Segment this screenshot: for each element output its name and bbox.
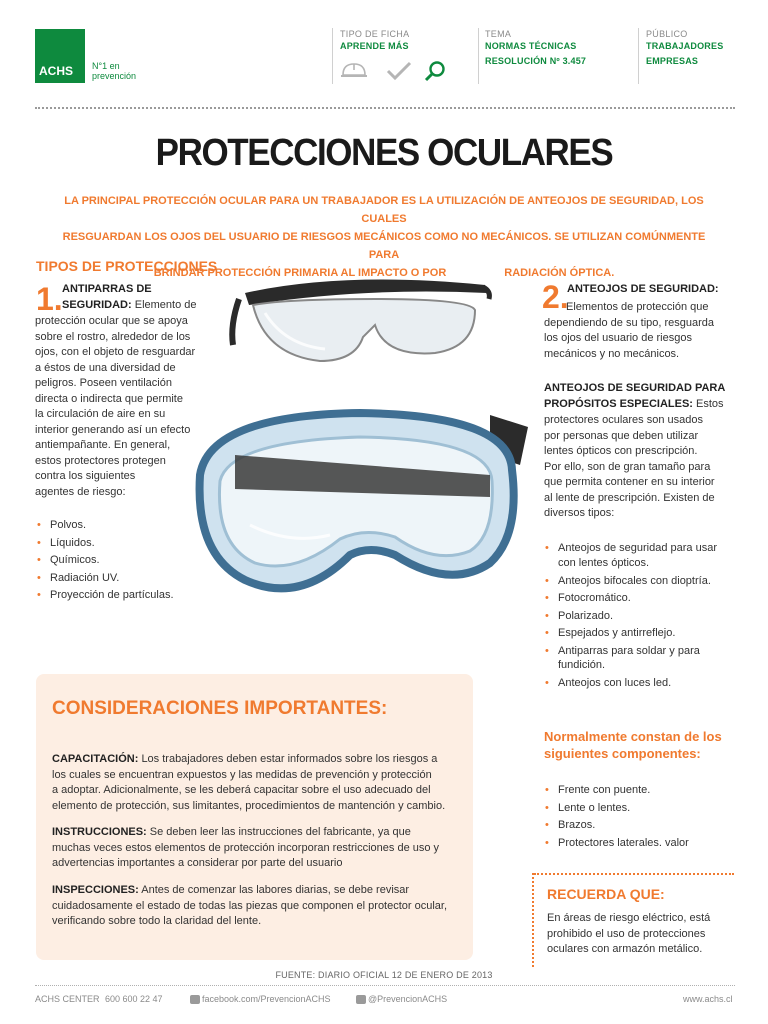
list-item: • Anteojos de seguridad para usar [545, 540, 745, 558]
text-line: que permita contener en su interior [544, 476, 715, 488]
para-text: Antes de comenzar las labores diarias, se debe revisar [141, 884, 410, 896]
text-line: oculares con armazón metálico. [547, 943, 703, 955]
especiales-title: ANTEOJOS DE SEGURIDAD PARA [544, 382, 726, 394]
tipo-label: TIPO DE FICHA [340, 29, 410, 39]
especiales-description [544, 413, 744, 522]
text-line: al lente de prescripción. Existen de [544, 491, 715, 504]
list-item: • Anteojos con luces led. [545, 675, 745, 693]
list-item [545, 658, 745, 672]
item1-title: ANTIPARRAS DE [62, 283, 152, 295]
text-line: los cuales se encuentran expuestos y las medidas de prevención y protección [52, 768, 432, 781]
para-label: INSTRUCCIONES: [52, 826, 147, 838]
list-item [545, 556, 745, 570]
text-line: ojos, con el objeto de resguardar [35, 346, 196, 358]
item1-description [35, 314, 215, 500]
intro-line: RESGUARDAN LOS OJOS DEL USUARIO DE RIESGOS MECÁNICOS COMO NO MECÁNICOS. SE UTILIZAN COMÚNMENTE PARA [62, 231, 706, 261]
tipos-heading: TIPOS DE PROTECCIONES [36, 258, 218, 274]
list-item: • Espejados y antirreflejo. [545, 625, 745, 643]
text-line: protectores oculares son usados [544, 414, 703, 426]
footer-web[interactable]: www.achs.cl [683, 994, 733, 1004]
item1-title-line [62, 298, 197, 314]
achs-logo [35, 29, 85, 83]
inspecciones-paragraph [52, 883, 472, 930]
text-line: verificando sobre todo la claridad del lente. [52, 915, 262, 927]
footer-phone[interactable]: 600 600 22 47 [105, 994, 163, 1004]
list-item: • Anteojos bifocales con dioptría. [545, 573, 745, 591]
list-item: • Proyección de partículas. [37, 587, 174, 605]
safety-goggles-image [190, 385, 530, 625]
tema-value: NORMAS TÉCNICAS [485, 41, 577, 51]
list-item: • Polvos. [37, 517, 174, 535]
list-item: • Radiación UV. [37, 570, 174, 588]
intro-text: RADIACIÓN ÓPTICA. [504, 267, 615, 279]
text-line: advertencias importantes a considerar por parte del usuario [52, 857, 343, 869]
text-line: directa o indirecta que permite [35, 392, 183, 405]
helmet-icon [340, 60, 368, 80]
list-item: • Protectores laterales. valor [545, 835, 689, 853]
list-item: • Polarizado. [545, 608, 745, 626]
logo-tagline-line: prevención [92, 71, 137, 81]
text-line: estos protectores protegen [35, 454, 166, 467]
header-divider [638, 28, 639, 84]
text-line: Elementos de protección que [566, 301, 709, 313]
item2-title: ANTEOJOS DE SEGURIDAD: [567, 283, 719, 295]
footer-twitter[interactable]: @PrevencionACHS [368, 994, 448, 1004]
tema-value: RESOLUCIÓN Nº 3.457 [485, 56, 587, 66]
item1-title: SEGURIDAD: [62, 299, 132, 311]
para-label: INSPECCIONES: [52, 884, 139, 896]
list-item: • Lente o lentes. [545, 800, 689, 818]
anteojos-list [545, 540, 745, 693]
list-item-cont: fundición. [558, 659, 606, 671]
check-icon [386, 61, 412, 81]
publico-value: EMPRESAS [646, 56, 699, 66]
recuerda-heading: RECUERDA QUE: [547, 886, 665, 902]
componentes-heading [544, 728, 722, 762]
text-line: a éstos de una diversidad de [35, 361, 176, 374]
heading-line: siguientes componentes: [544, 746, 701, 761]
tema-label: TEMA [485, 29, 512, 39]
especiales-text: Estos [696, 398, 724, 410]
twitter-icon [356, 995, 366, 1004]
text-line: elemento de protección, sus limitantes, procedimientos de mantención y cambio. [52, 799, 446, 812]
text-line: protección ocular que se apoya [35, 315, 188, 327]
header-divider [332, 28, 333, 84]
especiales-title-line [544, 397, 724, 413]
intro-text: BRINDAR PROTECCIÓN PRIMARIA AL IMPACTO O POR [153, 267, 447, 279]
text-line: la circulación de aire en su [35, 408, 166, 420]
text-line: mecánicos y no mecánicos. [544, 347, 680, 360]
consideraciones-heading: CONSIDERACIONES IMPORTANTES: [52, 698, 388, 719]
logo-tagline-line: N°1 en [92, 61, 120, 71]
footer-facebook[interactable]: facebook.com/PrevencionACHS [202, 994, 331, 1004]
text-line: diversos tipos: [544, 507, 615, 519]
riesgo-list [37, 517, 174, 605]
text-line: Por ello, son de gran tamaño para [544, 460, 711, 473]
tipo-value: APRENDE MÁS [340, 41, 409, 51]
safety-glasses-image [225, 265, 495, 385]
magnifier-icon [424, 60, 446, 82]
recuerda-text [547, 911, 737, 958]
item1-text: Elemento de [134, 299, 197, 311]
text-line [52, 825, 472, 841]
page-title: PROTECCIONES OCULARES [155, 132, 613, 174]
text-line: interior generando así un efecto [35, 423, 191, 436]
text-line: contra los siguientes [35, 470, 136, 482]
item-number: 1. [36, 281, 63, 317]
capacitacion-paragraph [52, 752, 472, 814]
para-label: CAPACITACIÓN: [52, 753, 139, 765]
list-item-cont: con lentes ópticos. [558, 556, 650, 569]
text-line [52, 752, 472, 768]
logo-tagline [92, 61, 152, 81]
para-text: Los trabajadores deben estar informados sobre los riesgos a [141, 753, 438, 765]
footer-separator [35, 985, 735, 986]
text-line: sobre el rostro, alrededor de los [35, 330, 191, 343]
logo-text: ACHS [39, 64, 74, 78]
item2-description [544, 300, 739, 362]
list-item: • Líquidos. [37, 535, 174, 553]
facebook-icon [190, 995, 200, 1004]
instrucciones-paragraph [52, 825, 472, 872]
text-line: cuidadosamente el estado de todas las piezas que componen el protector ocular, [52, 899, 448, 912]
especiales-title: PROPÓSITOS ESPECIALES: [544, 398, 693, 410]
list-item: • Químicos. [37, 552, 174, 570]
text-line: prohibido el uso de protecciones [547, 927, 706, 940]
text-line: a adoptar. Adicionalmente, se les deberá capacitar sobre el uso adecuado del [52, 784, 431, 796]
text-line: agentes de riesgo: [35, 485, 126, 498]
text-line: muchas veces estos elementos de protección incorporan restricciones de uso y [52, 841, 440, 854]
text-line: peligros. Poseen ventilación [35, 377, 172, 389]
list-item: • Antiparras para soldar y para [545, 643, 745, 661]
header-divider [478, 28, 479, 84]
list-item: • Brazos. [545, 817, 689, 835]
list-item: • Fotocromático. [545, 590, 745, 608]
item-number: 2. [542, 279, 569, 315]
fuente-note: FUENTE: DIARIO OFICIAL 12 DE ENERO DE 2013 [275, 970, 493, 980]
list-item: • Frente con puente. [545, 782, 689, 800]
text-line: por personas que deben utilizar [544, 429, 699, 442]
text-line: antiempañante. En general, [35, 439, 171, 451]
text-line: En áreas de riesgo eléctrico, está [547, 912, 711, 924]
publico-value: TRABAJADORES [646, 41, 724, 51]
text-line: los ojos del usuario de riesgos [544, 332, 692, 344]
text-line: lentes ópticos con prescripción. [544, 445, 698, 457]
publico-label: PÚBLICO [646, 29, 688, 39]
para-text: Se deben leer las instrucciones del fabricante, ya que [149, 826, 411, 838]
footer-center: ACHS CENTER [35, 994, 100, 1004]
header-separator [35, 107, 735, 109]
text-line: dependiendo de su tipo, resguarda [544, 316, 715, 329]
heading-line: Normalmente constan de los [544, 729, 722, 744]
componentes-list [545, 782, 689, 852]
intro-line: LA PRINCIPAL PROTECCIÓN OCULAR PARA UN TRABAJADOR ES LA UTILIZACIÓN DE ANTEOJOS DE SEGURIDAD, LOS CUALES [64, 195, 704, 225]
text-line [52, 883, 472, 899]
